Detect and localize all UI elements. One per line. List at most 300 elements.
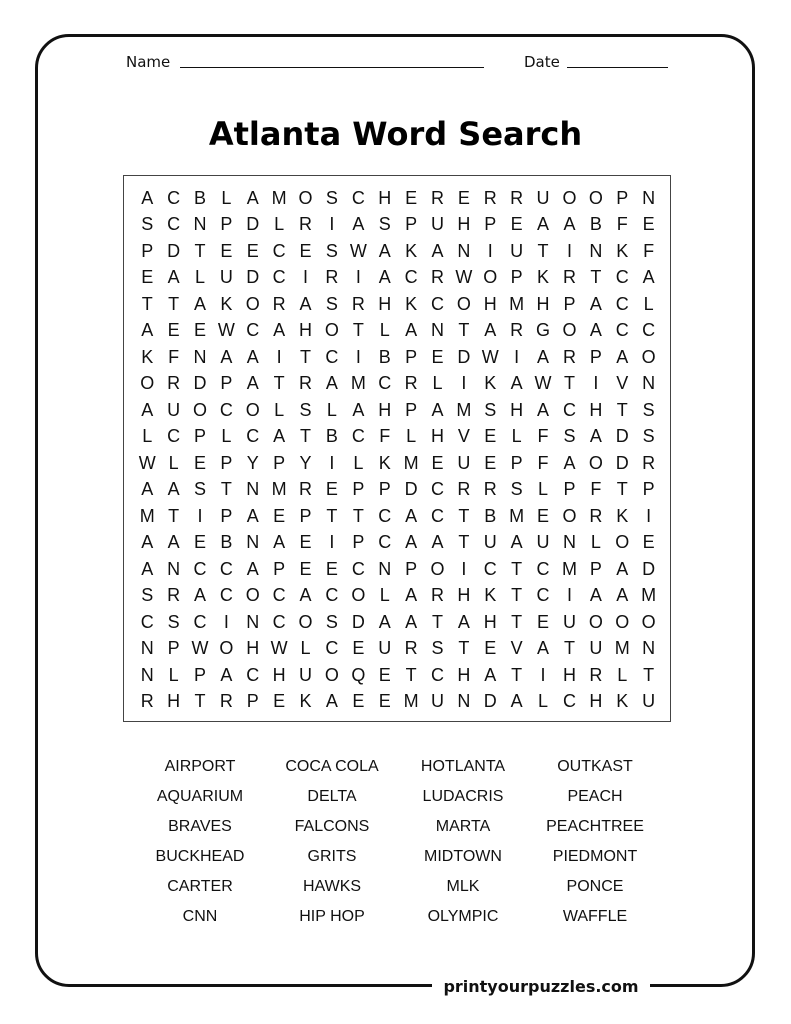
grid-letter: O xyxy=(324,664,339,685)
grid-letter: P xyxy=(563,293,576,314)
grid-letter: H xyxy=(589,691,603,711)
grid-letter: A xyxy=(405,505,418,526)
grid-letter: T xyxy=(511,611,523,632)
grid-letter: D xyxy=(642,558,656,579)
grid-letter: I xyxy=(303,267,309,287)
grid-letter: P xyxy=(273,452,286,473)
grid-letter: O xyxy=(351,585,366,605)
grid-letter: R xyxy=(430,187,444,208)
grid-letter: R xyxy=(430,585,444,605)
grid-letter: E xyxy=(510,214,523,234)
date-label: Date xyxy=(524,53,560,71)
grid-row xyxy=(134,582,662,609)
grid-letter: D xyxy=(404,479,418,499)
grid-letter: N xyxy=(457,240,471,261)
grid-letter: T xyxy=(168,505,180,526)
grid-letter: A xyxy=(273,426,286,446)
grid-letter: R xyxy=(325,267,339,287)
grid-letter: T xyxy=(537,240,549,261)
grid-letter: O xyxy=(192,399,207,420)
grid-row xyxy=(134,370,662,397)
grid-letter: U xyxy=(430,214,444,234)
grid-row xyxy=(134,609,662,636)
grid-letter: P xyxy=(352,532,365,552)
grid-letter: Y xyxy=(299,452,312,473)
grid-letter: W xyxy=(138,452,156,473)
grid-letter: P xyxy=(273,558,286,579)
grid-letter: C xyxy=(404,267,418,287)
grid-row xyxy=(134,211,662,238)
grid-letter: C xyxy=(246,426,260,446)
grid-letter: L xyxy=(274,399,285,420)
grid-letter: E xyxy=(193,532,206,552)
grid-letter: E xyxy=(352,691,365,711)
grid-letter: I xyxy=(487,240,493,261)
grid-letter: O xyxy=(562,320,577,340)
grid-row xyxy=(134,556,662,583)
grid-letter: N xyxy=(193,346,207,367)
grid-letter: P xyxy=(405,214,418,234)
grid-letter: I xyxy=(276,346,282,367)
grid-letter: F xyxy=(590,479,602,499)
name-label: Name xyxy=(126,53,171,71)
grid-letter: C xyxy=(167,426,181,446)
grid-letter: A xyxy=(246,373,259,393)
grid-letter: T xyxy=(563,638,575,658)
grid-letter: E xyxy=(431,346,444,367)
grid-letter: A xyxy=(299,585,312,605)
grid-letter: E xyxy=(141,267,154,287)
grid-letter: T xyxy=(458,320,470,340)
grid-letter: I xyxy=(540,664,546,685)
grid-letter: T xyxy=(458,532,470,552)
grid-letter: A xyxy=(352,399,365,420)
grid-letter: A xyxy=(484,664,497,685)
word-item: PIEDMONT xyxy=(552,848,638,865)
grid-letter: N xyxy=(193,214,207,234)
grid-letter: T xyxy=(194,691,206,711)
grid-letter: I xyxy=(461,558,467,579)
grid-letter: T xyxy=(300,346,312,367)
grid-letter: C xyxy=(430,293,444,314)
grid-row xyxy=(134,503,662,530)
grid-letter: C xyxy=(615,267,629,287)
grid-letter: U xyxy=(483,532,497,552)
grid-letter: A xyxy=(141,532,154,552)
grid-letter: A xyxy=(193,585,206,605)
grid-letter: R xyxy=(299,373,313,393)
grid-letter: D xyxy=(457,346,471,367)
grid-letter: R xyxy=(167,373,181,393)
grid-letter: I xyxy=(329,214,335,234)
grid-letter: F xyxy=(379,426,391,446)
site-credit: printyourpuzzles.com xyxy=(443,977,639,996)
grid-letter: R xyxy=(404,373,418,393)
grid-letter: A xyxy=(537,346,550,367)
grid-letter: E xyxy=(325,479,338,499)
grid-letter: L xyxy=(168,452,179,473)
grid-letter: M xyxy=(139,505,155,526)
grid-letter: H xyxy=(378,399,392,420)
grid-letter: P xyxy=(378,479,391,499)
grid-letter: C xyxy=(378,532,392,552)
grid-letter: H xyxy=(483,611,497,632)
grid-letter: C xyxy=(272,240,286,261)
grid-letter: S xyxy=(299,399,312,420)
grid-letter: L xyxy=(379,320,390,340)
grid-letter: O xyxy=(588,452,603,473)
grid-letter: T xyxy=(511,558,523,579)
grid-letter: A xyxy=(457,611,470,632)
grid-row xyxy=(134,185,662,212)
grid-letter: E xyxy=(220,240,233,261)
grid-letter: I xyxy=(593,373,599,393)
grid-letter: W xyxy=(270,638,288,658)
grid-letter: A xyxy=(405,532,418,552)
word-item: MLK xyxy=(446,878,480,895)
grid-letter: U xyxy=(589,638,603,658)
grid-letter: N xyxy=(642,638,656,658)
grid-letter: C xyxy=(378,373,392,393)
puzzle-title: Atlanta Word Search xyxy=(208,115,583,153)
grid-letter: O xyxy=(298,187,313,208)
grid-letter: L xyxy=(326,399,337,420)
grid-letter: E xyxy=(484,452,497,473)
grid-letter: L xyxy=(142,426,153,446)
grid-letter: M xyxy=(641,585,657,605)
grid-letter: C xyxy=(430,479,444,499)
grid-letter: A xyxy=(510,373,523,393)
grid-letter: P xyxy=(220,214,233,234)
grid-letter: F xyxy=(168,346,180,367)
grid-letter: L xyxy=(353,452,364,473)
word-list-column-3 xyxy=(388,757,538,937)
word-item: LUDACRIS xyxy=(422,788,504,805)
grid-letter: T xyxy=(590,267,602,287)
word-list-column-1 xyxy=(125,757,275,937)
grid-letter: A xyxy=(325,691,338,711)
grid-letter: O xyxy=(483,267,498,287)
grid-letter: E xyxy=(299,558,312,579)
grid-letter: C xyxy=(351,558,365,579)
word-list-column-4 xyxy=(520,757,670,937)
grid-letter: H xyxy=(457,664,471,685)
grid-letter: A xyxy=(537,638,550,658)
grid-letter: O xyxy=(324,320,339,340)
grid-letter: U xyxy=(457,452,471,473)
grid-letter: O xyxy=(298,611,313,632)
grid-letter: N xyxy=(642,187,656,208)
grid-letter: K xyxy=(405,240,418,261)
grid-letter: V xyxy=(616,373,629,393)
grid-letter: O xyxy=(641,346,656,367)
grid-letter: B xyxy=(378,346,391,367)
grid-letter: Q xyxy=(351,664,366,685)
grid-letter: C xyxy=(272,611,286,632)
grid-letter: K xyxy=(616,240,629,261)
grid-letter: D xyxy=(193,373,207,393)
grid-letter: N xyxy=(642,373,656,393)
grid-letter: A xyxy=(510,691,523,711)
grid-letter: N xyxy=(562,532,576,552)
grid-letter: A xyxy=(589,585,602,605)
grid-letter: E xyxy=(273,691,286,711)
grid-letter: P xyxy=(589,346,602,367)
grid-letter: H xyxy=(510,399,524,420)
grid-letter: H xyxy=(562,664,576,685)
grid-letter: M xyxy=(456,399,472,420)
grid-letter: O xyxy=(562,505,577,526)
grid-letter: R xyxy=(510,320,524,340)
grid-letter: R xyxy=(589,664,603,685)
word-item: MARTA xyxy=(435,818,491,835)
grid-letter: E xyxy=(246,240,259,261)
grid-letter: K xyxy=(405,293,418,314)
grid-letter: M xyxy=(403,452,419,473)
grid-letter: N xyxy=(140,638,154,658)
grid-letter: U xyxy=(536,187,550,208)
grid-letter: A xyxy=(273,320,286,340)
grid-letter: B xyxy=(193,187,206,208)
grid-letter: C xyxy=(193,611,207,632)
word-item: HAWKS xyxy=(302,878,362,895)
grid-letter: T xyxy=(563,373,575,393)
grid-letter: A xyxy=(642,267,655,287)
grid-letter: A xyxy=(616,585,629,605)
grid-letter: L xyxy=(379,585,390,605)
grid-letter: T xyxy=(220,479,232,499)
grid-letter: L xyxy=(590,532,601,552)
grid-letter: A xyxy=(431,399,444,420)
grid-letter: T xyxy=(326,505,338,526)
grid-letter: P xyxy=(141,240,154,261)
grid-letter: A xyxy=(141,479,154,499)
grid-letter: H xyxy=(589,399,603,420)
grid-letter: N xyxy=(430,320,444,340)
grid-letter: A xyxy=(378,611,391,632)
grid-letter: I xyxy=(355,267,361,287)
grid-letter: T xyxy=(300,426,312,446)
grid-row xyxy=(134,291,662,318)
grid-letter: P xyxy=(167,638,180,658)
word-item: COCA COLA xyxy=(285,758,379,775)
grid-row xyxy=(134,397,662,424)
grid-letter: C xyxy=(536,585,550,605)
word-item: PONCE xyxy=(566,878,624,895)
grid-letter: G xyxy=(536,320,551,340)
grid-letter: K xyxy=(378,452,391,473)
grid-letter: R xyxy=(299,479,313,499)
grid-row xyxy=(134,529,662,556)
grid-letter: T xyxy=(458,505,470,526)
grid-letter: O xyxy=(245,399,260,420)
grid-letter: C xyxy=(642,320,656,340)
grid-letter: A xyxy=(246,558,259,579)
grid-letter: P xyxy=(193,426,206,446)
grid-letter: K xyxy=(616,505,629,526)
grid-letter: I xyxy=(197,505,203,526)
grid-letter: M xyxy=(509,293,525,314)
grid-letter: R xyxy=(483,479,497,499)
grid-letter: P xyxy=(405,399,418,420)
grid-letter: E xyxy=(537,505,550,526)
grid-letter: D xyxy=(246,214,260,234)
grid-letter: A xyxy=(299,293,312,314)
grid-letter: R xyxy=(483,187,497,208)
grid-letter: H xyxy=(536,293,550,314)
grid-letter: C xyxy=(272,585,286,605)
grid-letter: R xyxy=(272,293,286,314)
grid-letter: K xyxy=(484,585,497,605)
grid-letter: R xyxy=(299,214,313,234)
grid-letter: L xyxy=(538,691,549,711)
grid-letter: O xyxy=(245,293,260,314)
grid-letter: F xyxy=(537,452,549,473)
grid-letter: O xyxy=(456,293,471,314)
grid-letter: T xyxy=(616,399,628,420)
grid-letter: K xyxy=(299,691,312,711)
grid-letter: R xyxy=(219,691,233,711)
grid-letter: N xyxy=(378,558,392,579)
grid-letter: E xyxy=(484,426,497,446)
grid-letter: E xyxy=(325,558,338,579)
grid-letter: L xyxy=(221,426,232,446)
grid-letter: P xyxy=(642,479,655,499)
grid-row xyxy=(134,476,662,503)
grid-letter: T xyxy=(352,320,364,340)
date-line xyxy=(567,67,668,68)
word-item: FALCONS xyxy=(294,818,370,835)
grid-letter: E xyxy=(405,187,418,208)
grid-letter: C xyxy=(562,399,576,420)
grid-letter: U xyxy=(378,638,392,658)
grid-letter: A xyxy=(431,240,444,261)
grid-letter: C xyxy=(219,585,233,605)
grid-letter: R xyxy=(351,293,365,314)
grid-letter: A xyxy=(537,399,550,420)
grid-letter: O xyxy=(140,373,155,393)
grid-letter: O xyxy=(641,611,656,632)
grid-letter: S xyxy=(563,426,576,446)
grid-letter: W xyxy=(191,638,209,658)
grid-letter: N xyxy=(589,240,603,261)
grid-letter: I xyxy=(329,452,335,473)
grid-letter: L xyxy=(538,479,549,499)
grid-letter: H xyxy=(272,664,286,685)
grid-letter: C xyxy=(325,638,339,658)
grid-letter: O xyxy=(588,611,603,632)
grid-letter: C xyxy=(430,664,444,685)
word-item: DELTA xyxy=(307,788,357,805)
grid-letter: C xyxy=(615,293,629,314)
grid-letter: K xyxy=(537,267,550,287)
grid-letter: U xyxy=(562,611,576,632)
grid-letter: S xyxy=(642,399,655,420)
grid-letter: A xyxy=(405,585,418,605)
grid-letter: O xyxy=(615,611,630,632)
grid-letter: D xyxy=(615,426,629,446)
grid-letter: M xyxy=(561,558,577,579)
grid-letter: A xyxy=(246,187,259,208)
grid-letter: E xyxy=(378,691,391,711)
grid-letter: P xyxy=(405,346,418,367)
grid-letter: L xyxy=(168,664,179,685)
grid-letter: E xyxy=(352,638,365,658)
grid-letter: T xyxy=(616,479,628,499)
grid-letter: M xyxy=(271,479,287,499)
grid-letter: P xyxy=(220,452,233,473)
grid-letter: T xyxy=(458,638,470,658)
grid-row xyxy=(134,264,662,291)
grid-letter: U xyxy=(510,240,524,261)
grid-letter: L xyxy=(194,267,205,287)
grid-letter: A xyxy=(325,373,338,393)
grid-letter: C xyxy=(246,320,260,340)
word-item: WAFFLE xyxy=(562,908,628,925)
grid-letter: M xyxy=(271,187,287,208)
grid-letter: A xyxy=(589,320,602,340)
grid-letter: C xyxy=(140,611,154,632)
grid-letter: S xyxy=(325,187,338,208)
grid-letter: T xyxy=(643,664,655,685)
grid-letter: B xyxy=(589,214,602,234)
grid-letter: K xyxy=(616,691,629,711)
grid-letter: M xyxy=(614,638,630,658)
grid-letter: C xyxy=(219,399,233,420)
grid-letter: E xyxy=(642,214,655,234)
grid-letter: A xyxy=(589,426,602,446)
grid-letter: E xyxy=(167,320,180,340)
grid-letter: E xyxy=(642,532,655,552)
grid-letter: S xyxy=(378,214,391,234)
grid-letter: H xyxy=(430,426,444,446)
grid-letter: A xyxy=(589,293,602,314)
grid-letter: N xyxy=(167,558,181,579)
grid-letter: O xyxy=(588,187,603,208)
grid-letter: M xyxy=(509,505,525,526)
grid-row xyxy=(134,317,662,344)
word-item: OLYMPIC xyxy=(427,908,499,925)
word-item: CNN xyxy=(182,908,218,925)
grid-letter: C xyxy=(378,505,392,526)
grid-letter: F xyxy=(616,214,628,234)
grid-letter: V xyxy=(457,426,470,446)
grid-letter: L xyxy=(406,426,417,446)
grid-letter: P xyxy=(246,691,259,711)
grid-letter: O xyxy=(219,638,234,658)
grid-letter: D xyxy=(167,240,181,261)
grid-letter: S xyxy=(325,293,338,314)
word-list-column-2 xyxy=(257,757,407,937)
grid-letter: R xyxy=(430,267,444,287)
grid-letter: U xyxy=(299,664,313,685)
grid-letter: O xyxy=(615,532,630,552)
grid-letter: M xyxy=(403,691,419,711)
grid-letter: D xyxy=(615,452,629,473)
grid-letter: T xyxy=(511,585,523,605)
grid-letter: S xyxy=(141,585,154,605)
grid-letter: A xyxy=(167,267,180,287)
grid-letter: A xyxy=(405,611,418,632)
grid-letter: P xyxy=(510,267,523,287)
grid-letter: T xyxy=(405,664,417,685)
grid-letter: C xyxy=(325,585,339,605)
grid-letter: B xyxy=(325,426,338,446)
grid-letter: S xyxy=(510,479,523,499)
grid-letter: I xyxy=(223,611,229,632)
grid-letter: V xyxy=(510,638,523,658)
grid-letter: R xyxy=(140,691,154,711)
